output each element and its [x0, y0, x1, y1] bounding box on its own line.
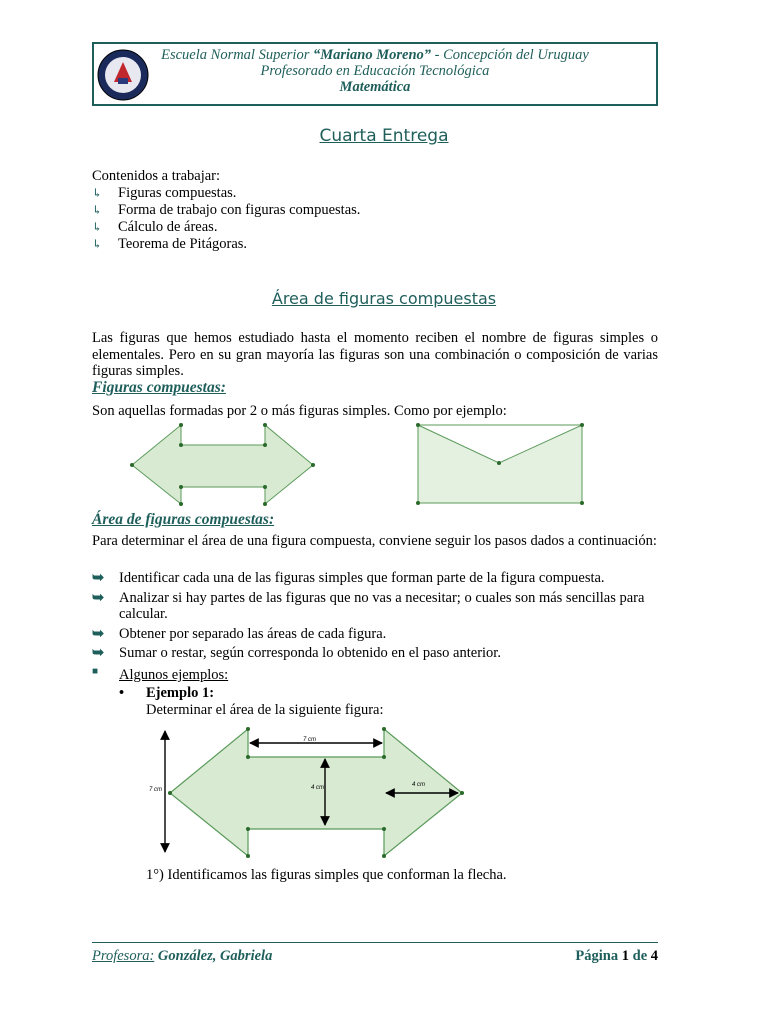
- section-title: Área de figuras compuestas: [271, 289, 497, 308]
- list-item: ➥ Sumar o restar, según corresponda lo obtenido en el paso anterior.: [92, 645, 501, 661]
- list-item: ↳ Forma de trabajo con figuras compuestas.: [92, 202, 361, 218]
- figuras-compuestas-description: Son aquellas formadas por 2 o más figuras simples. Como por ejemplo:: [92, 403, 507, 419]
- footer-page-number: Página 1 de 4: [575, 948, 658, 964]
- page-title: Cuarta Entrega: [319, 126, 449, 146]
- example-1-description: Determinar el área de la siguiente figura:: [146, 702, 384, 718]
- examples-label: Algunos ejemplos:: [119, 667, 229, 683]
- list-item: ➥ Obtener por separado las áreas de cada figura.: [92, 625, 387, 642]
- area-intro: Para determinar el área de una figura compuesta, conviene seguir los pasos dados a continuación:: [92, 533, 657, 549]
- hook-arrow-icon: ↳: [92, 237, 103, 251]
- arrow-bullet-icon: ➥: [92, 589, 105, 606]
- hook-arrow-icon: ↳: [92, 186, 103, 200]
- hook-arrow-icon: ↳: [92, 220, 103, 234]
- arrow-bullet-icon: ➥: [92, 570, 105, 586]
- dim-middle-label: 4 cm: [311, 785, 325, 791]
- example-1-title: • Ejemplo 1:: [119, 685, 215, 701]
- list-item: ↳ Teorema de Pitágoras.: [92, 236, 248, 252]
- bullet-dot-icon: •: [119, 685, 125, 701]
- header-line-1: Escuela Normal Superior “Mariano Moreno” - Concepción del Uruguay: [161, 47, 589, 63]
- footer-teacher: Profesora: González, Gabriela: [92, 948, 273, 964]
- header-line-3: Matemática: [339, 79, 411, 95]
- list-item: ➥ Identificar cada una de las figuras simples que forman parte de la figura compuesta.: [92, 570, 605, 586]
- footer-divider: [92, 942, 658, 943]
- list-item: ↳ Cálculo de áreas.: [92, 219, 218, 235]
- list-item: ↳ Figuras compuestas.: [92, 185, 237, 201]
- figuras-compuestas-heading: Figuras compuestas:: [92, 379, 226, 396]
- dim-right-label: 4 cm: [412, 782, 426, 788]
- intro-paragraph: Las figuras que hemos estudiado hasta el momento reciben el nombre de figuras simples o elementales. Pero en su gran mayoría las figuras son una combinación o composición de varias figuras simples.: [92, 330, 658, 379]
- square-bullet-icon: ■: [92, 666, 99, 677]
- area-heading: Área de figuras compuestas:: [92, 511, 275, 528]
- hook-arrow-icon: ↳: [92, 203, 103, 217]
- arrow-bullet-icon: ➥: [92, 625, 105, 642]
- header-line-2: Profesorado en Educación Tecnológica: [260, 63, 490, 79]
- contents-label: Contenidos a trabajar:: [92, 168, 221, 184]
- dim-left-label: 7 cm: [149, 787, 163, 793]
- list-item: ➥ Analizar si hay partes de las figuras que no vas a necesitar; o cuales son más sencillas para calcular.: [92, 589, 645, 622]
- dim-top-label: 7 cm: [303, 737, 317, 743]
- step-1-text: 1°) Identificamos las figuras simples que conforman la flecha.: [146, 867, 507, 883]
- arrow-bullet-icon: ➥: [92, 645, 105, 661]
